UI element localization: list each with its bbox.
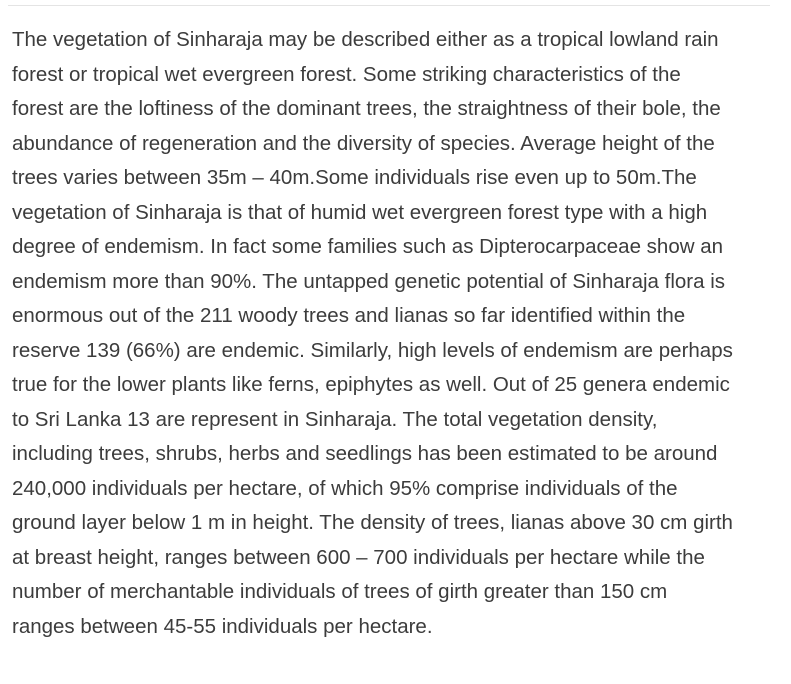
paragraph-line: endemism more than 90%. The untapped genetic potential of Sinharaja flora is: [12, 269, 726, 293]
paragraph-line: ranges between 45-55 individuals per hectare.: [12, 614, 433, 638]
paragraph-line: true for the lower plants like ferns, epiphytes as well. Out of 25 genera endemic: [12, 373, 730, 396]
paragraph-line: 240,000 individuals per hectare, of which 95% comprise individuals of the: [12, 476, 678, 500]
article-paragraph: [12, 23, 782, 644]
paragraph-line: forest or tropical wet evergreen forest. Some striking characteristics of the: [12, 62, 681, 86]
paragraph-line: vegetation of Sinharaja is that of humid wet evergreen forest type with a high: [12, 200, 708, 224]
paragraph-line: including trees, shrubs, herbs and seedlings has been estimated to be around: [12, 442, 718, 465]
paragraph-line: trees varies between 35m – 40m.Some individuals rise even up to 50m.The: [12, 166, 697, 189]
paragraph-line: degree of endemism. In fact some families such as Dipterocarpaceae show an: [12, 235, 724, 258]
paragraph-line: number of merchantable individuals of trees of girth greater than 150 cm: [12, 580, 668, 603]
paragraph-line: The vegetation of Sinharaja may be described either as a tropical lowland rain: [12, 28, 719, 51]
paragraph-line: to Sri Lanka 13 are represent in Sinharaja. The total vegetation density,: [12, 407, 658, 431]
paragraph-line: at breast height, ranges between 600 – 700 individuals per hectare while the: [12, 545, 705, 569]
paragraph-line: enormous out of the 211 woody trees and lianas so far identified within the: [12, 304, 686, 327]
paragraph-line: abundance of regeneration and the diversity of species. Average height of the: [12, 131, 715, 155]
top-divider: [8, 5, 770, 6]
paragraph-line: forest are the loftiness of the dominant trees, the straightness of their bole, the: [12, 97, 721, 120]
paragraph-line: ground layer below 1 m in height. The density of trees, lianas above 30 cm girth: [12, 511, 733, 534]
paragraph-line: reserve 139 (66%) are endemic. Similarly, high levels of endemism are perhaps: [12, 338, 733, 362]
